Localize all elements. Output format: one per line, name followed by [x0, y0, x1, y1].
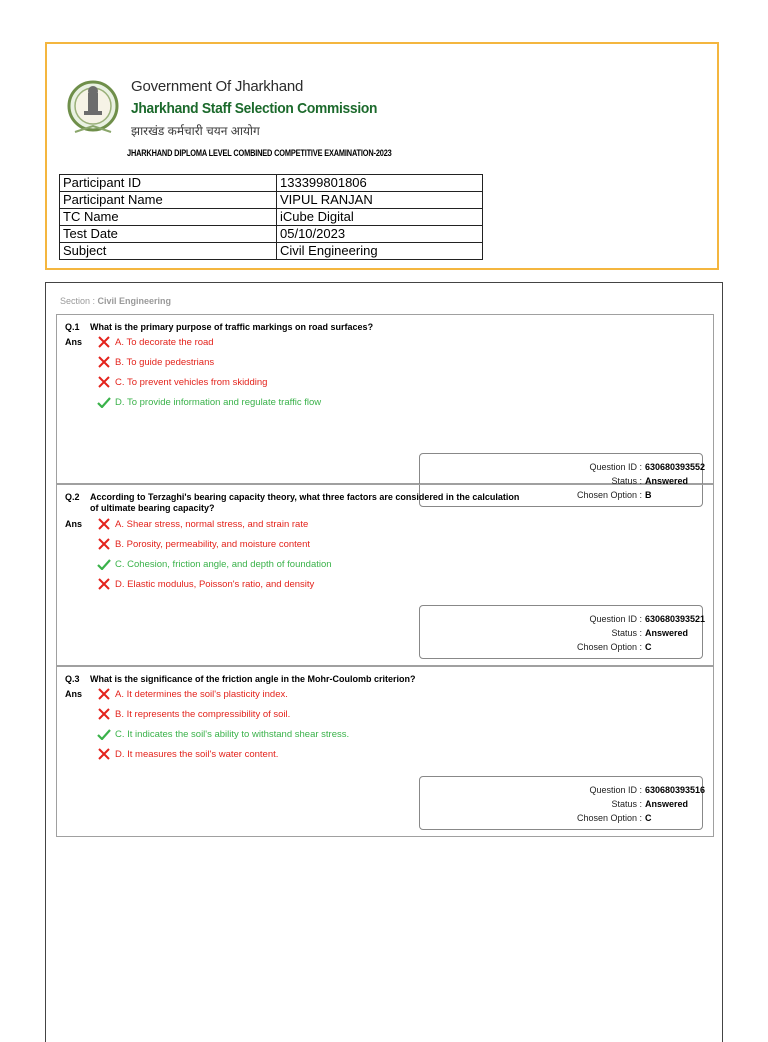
cross-icon [97, 538, 111, 550]
question-number: Q.2 [65, 492, 80, 502]
chosen-option-value: C [645, 813, 652, 823]
cross-icon [97, 356, 111, 368]
option-text: C. It indicates the soil's ability to withstand shear stress. [115, 728, 350, 740]
status-value: Answered [645, 628, 689, 638]
participant-row [60, 192, 483, 209]
question-text: According to Terzaghi's bearing capacity theory, what three factors are considered in the calculation of ultimate bearing capacity? [90, 492, 520, 513]
participant-field-value: Civil Engineering [277, 243, 483, 260]
answer-option [97, 356, 214, 368]
option-text: D. To provide information and regulate traffic flow [115, 396, 322, 408]
answer-option [97, 728, 349, 740]
ans-label: Ans [65, 337, 83, 347]
cross-icon [97, 376, 111, 388]
jharkhand-seal-icon [67, 66, 119, 152]
participant-field-value: iCube Digital [277, 209, 483, 226]
org-logo-block [67, 66, 487, 166]
check-icon [97, 396, 111, 408]
chosen-option-label: Chosen Option : [576, 813, 642, 823]
question-id-label: Question ID : [589, 462, 642, 472]
participant-row [60, 226, 483, 243]
chosen-option-label: Chosen Option : [576, 642, 642, 652]
check-icon [97, 728, 111, 740]
answer-option [97, 518, 308, 530]
section-label [60, 296, 171, 306]
answer-option [97, 748, 278, 760]
answer-option [97, 578, 314, 590]
cross-icon [97, 336, 111, 348]
question-card [56, 666, 714, 837]
status-label: Status : [611, 476, 642, 486]
participant-row [60, 209, 483, 226]
option-text: B. Porosity, permeability, and moisture content [115, 538, 311, 550]
option-text: B. To guide pedestrians [115, 356, 215, 368]
question-card [56, 484, 714, 666]
status-label: Status : [611, 628, 642, 638]
option-text: D. Elastic modulus, Poisson's ratio, and density [115, 578, 315, 590]
participant-info-table [59, 174, 483, 260]
question-id-value: 630680393516 [645, 785, 706, 795]
question-number: Q.3 [65, 674, 80, 684]
question-text: What is the significance of the friction angle in the Mohr-Coulomb criterion? [90, 674, 416, 684]
question-id-value: 630680393552 [645, 462, 706, 472]
status-value: Answered [645, 799, 689, 809]
check-icon [97, 558, 111, 570]
chosen-option-value: C [645, 642, 652, 652]
chosen-option-value: B [645, 490, 652, 500]
participant-field-value: VIPUL RANJAN [277, 192, 483, 209]
participant-field-label: Participant Name [60, 192, 277, 209]
question-id-row [589, 614, 706, 624]
ans-label: Ans [65, 519, 83, 529]
participant-field-label: TC Name [60, 209, 277, 226]
participant-field-value: 133399801806 [277, 175, 483, 192]
answer-option [97, 376, 267, 388]
option-text: A. To decorate the road [115, 336, 214, 348]
answer-option [97, 336, 214, 348]
question-id-value: 630680393521 [645, 614, 706, 624]
status-row [611, 799, 689, 809]
answer-option [97, 538, 310, 550]
org-hindi-name: झारखंड कर्मचारी चयन आयोग [131, 124, 260, 138]
status-row [611, 628, 689, 638]
participant-field-value: 05/10/2023 [277, 226, 483, 243]
option-text: C. Cohesion, friction angle, and depth of foundation [115, 558, 332, 570]
question-id-row [589, 462, 706, 472]
question-meta-box [419, 605, 706, 659]
option-text: A. It determines the soil's plasticity index. [115, 688, 288, 700]
question-meta-box [419, 776, 706, 830]
option-text: C. To prevent vehicles from skidding [115, 376, 268, 388]
question-number: Q.1 [65, 322, 80, 332]
exam-title: JHARKHAND DIPLOMA LEVEL COMBINED COMPETITIVE EXAMINATION-2023 [127, 148, 392, 158]
org-commission-name: Jharkhand Staff Selection Commission [131, 100, 378, 117]
answer-option [97, 688, 288, 700]
option-text: B. It represents the compressibility of soil. [115, 708, 291, 720]
question-id-label: Question ID : [589, 785, 642, 795]
participant-field-label: Participant ID [60, 175, 277, 192]
answer-option [97, 558, 332, 570]
cross-icon [97, 518, 111, 530]
chosen-option-row [576, 813, 652, 823]
participant-field-label: Subject [60, 243, 277, 260]
chosen-option-label: Chosen Option : [576, 490, 642, 500]
header-card [45, 42, 719, 270]
cross-icon [97, 578, 111, 590]
status-label: Status : [611, 799, 642, 809]
question-text: What is the primary purpose of traffic markings on road surfaces? [90, 322, 374, 332]
option-text: A. Shear stress, normal stress, and strain rate [115, 518, 309, 530]
response-sheet [45, 282, 723, 1042]
section-name: Civil Engineering [97, 296, 172, 306]
answer-option [97, 396, 321, 408]
ans-label: Ans [65, 689, 83, 699]
question-id-row [589, 785, 706, 795]
status-value: Answered [645, 476, 689, 486]
section-prefix: Section : [60, 296, 98, 306]
chosen-option-row [576, 642, 652, 652]
participant-row [60, 243, 483, 260]
option-text: D. It measures the soil's water content. [115, 748, 279, 760]
cross-icon [97, 748, 111, 760]
participant-row [60, 175, 483, 192]
cross-icon [97, 708, 111, 720]
org-government-name: Government Of Jharkhand [131, 78, 304, 95]
answer-option [97, 708, 290, 720]
question-id-label: Question ID : [589, 614, 642, 624]
cross-icon [97, 688, 111, 700]
participant-field-label: Test Date [60, 226, 277, 243]
